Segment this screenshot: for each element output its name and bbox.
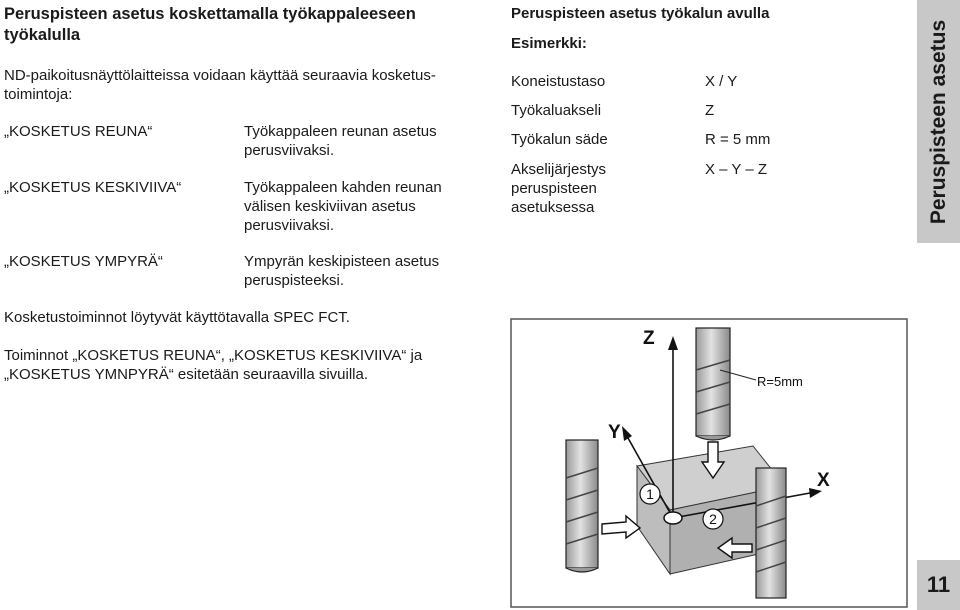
axis-label-y: Y bbox=[608, 422, 621, 443]
table-value-axis-order: X – Y – Z bbox=[705, 161, 767, 178]
side-tab-label: Peruspisteen asetus bbox=[926, 19, 950, 224]
datum-setting-diagram bbox=[510, 318, 908, 608]
intro-text: ND-paikoitusnäyttölaitteissa voidaan käyttää seuraavia kosketus-toimintoja: bbox=[4, 67, 436, 103]
table-label-tool-radius: Työkalun säde bbox=[511, 131, 608, 148]
function-desc-edge: Työkappaleen reunan asetus perusviivaksi. bbox=[244, 123, 437, 159]
note-following-pages: Toiminnot „KOSKETUS REUNA“, „KOSKETUS KESKIVIIVA“ ja „KOSKETUS YMNPYRÄ“ esitetään seuraavilla sivuilla. bbox=[4, 347, 423, 383]
function-name-edge: „KOSKETUS REUNA“ bbox=[4, 123, 153, 140]
tool-left bbox=[566, 440, 598, 572]
table-label-tool-axis: Työkaluakseli bbox=[511, 102, 602, 119]
example-label: Esimerkki: bbox=[511, 35, 587, 52]
function-desc-circle: Ympyrän keskipisteen asetus peruspisteeksi. bbox=[244, 253, 440, 289]
step-2-label: 2 bbox=[709, 511, 717, 527]
function-desc-centerline: Työkappaleen kahden reunan välisen keskiviivan asetus perusviivaksi. bbox=[244, 179, 442, 234]
origin-marker bbox=[664, 512, 682, 524]
side-tab bbox=[917, 0, 960, 243]
right-heading: Peruspisteen asetus työkalun avulla bbox=[511, 5, 770, 22]
table-label-plane: Koneistustaso bbox=[511, 73, 606, 90]
function-name-circle: „KOSKETUS YMPYRÄ“ bbox=[4, 253, 163, 270]
page-number: 11 bbox=[917, 560, 960, 610]
radius-label: R=5mm bbox=[757, 374, 803, 389]
note-spec-fct: Kosketustoiminnot löytyvät käyttötavalla SPEC FCT. bbox=[4, 309, 350, 326]
table-value-plane: X / Y bbox=[705, 73, 738, 90]
table-value-tool-radius: R = 5 mm bbox=[705, 131, 771, 148]
table-value-tool-axis: Z bbox=[705, 102, 715, 119]
tool-top bbox=[696, 328, 730, 440]
axis-label-x: X bbox=[817, 470, 830, 491]
step-1-label: 1 bbox=[646, 486, 654, 502]
table-label-axis-order: Akselijärjestys peruspisteen asetuksessa bbox=[511, 161, 607, 216]
axis-label-z: Z bbox=[643, 328, 655, 349]
tool-right bbox=[756, 468, 786, 598]
left-heading: Peruspisteen asetus koskettamalla työkappaleeseen työkalulla bbox=[4, 5, 416, 44]
approach-arrow-y bbox=[602, 516, 640, 538]
function-name-centerline: „KOSKETUS KESKIVIIVA“ bbox=[4, 179, 182, 196]
